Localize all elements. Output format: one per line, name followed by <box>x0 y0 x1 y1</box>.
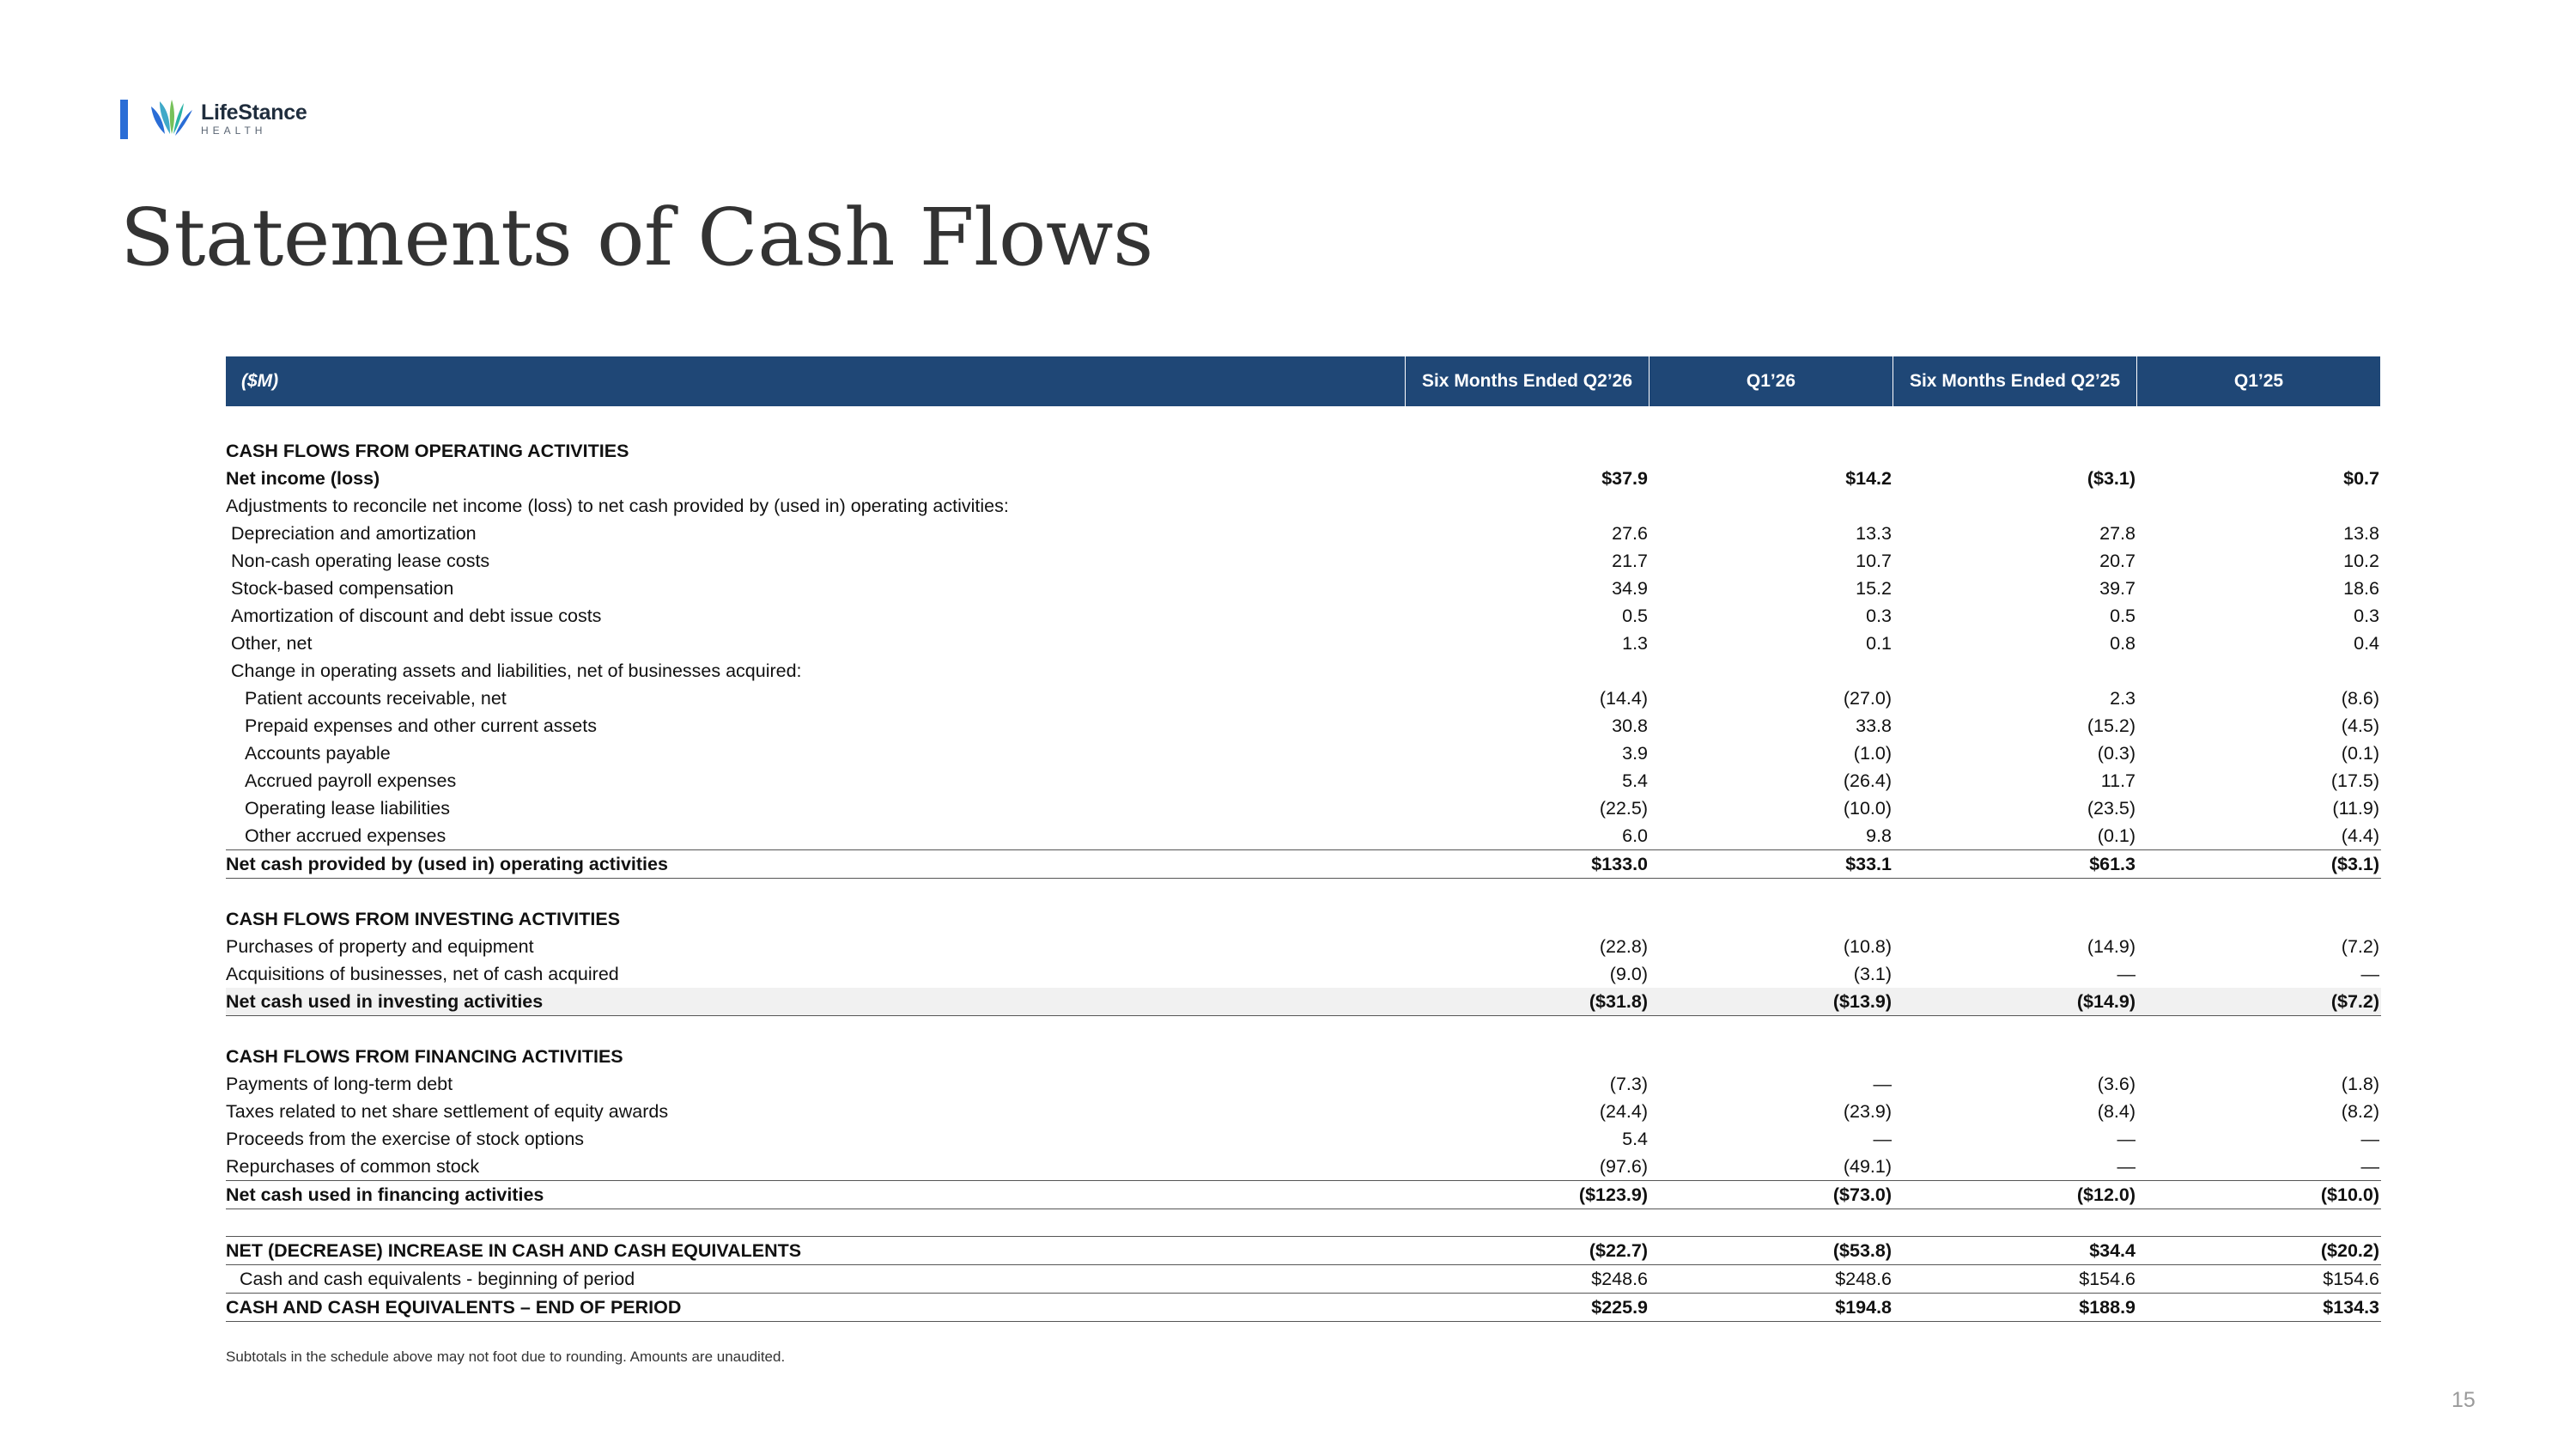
table-row <box>226 547 2381 575</box>
table-header <box>226 356 2381 406</box>
row-label: Accrued payroll expenses <box>245 770 457 791</box>
cell-value: (23.5) <box>2087 797 2136 819</box>
table-row <box>226 1098 2381 1125</box>
section-heading <box>226 905 2381 933</box>
cell-value: (24.4) <box>1599 1100 1648 1122</box>
cell-value: — <box>2117 963 2136 984</box>
cell-value: (22.5) <box>1599 797 1648 819</box>
table-row <box>226 630 2381 657</box>
cell-value: (0.1) <box>2341 742 2379 764</box>
cell-value: ($3.1) <box>2330 853 2379 874</box>
cell-value: (26.4) <box>1843 770 1892 791</box>
lifestance-logo <box>146 94 307 143</box>
cell-value: — <box>1873 1128 1892 1149</box>
cell-value: 18.6 <box>2343 577 2379 599</box>
row-label: Prepaid expenses and other current assets <box>245 715 597 736</box>
table-row <box>226 465 2381 492</box>
cell-value: $154.6 <box>2079 1268 2136 1289</box>
cell-value: (1.8) <box>2341 1073 2379 1094</box>
row-label: Patient accounts receivable, net <box>245 687 507 709</box>
section-heading <box>226 437 2381 465</box>
cell-value: 30.8 <box>1612 715 1648 736</box>
table-row <box>226 767 2381 795</box>
cell-value: $248.6 <box>1835 1268 1892 1289</box>
row-label: Repurchases of common stock <box>226 1155 480 1177</box>
cell-value: (15.2) <box>2087 715 2136 736</box>
table-row <box>226 740 2381 767</box>
row-label: CASH FLOWS FROM FINANCING ACTIVITIES <box>226 1045 623 1067</box>
logo-name: LifeStance <box>201 100 307 125</box>
row-label: Cash and cash equivalents - beginning of period <box>240 1268 635 1289</box>
cell-value: (4.5) <box>2341 715 2379 736</box>
cell-value: $61.3 <box>2089 853 2136 874</box>
row-label: Taxes related to net share settlement of equity awards <box>226 1100 669 1122</box>
cell-value: $188.9 <box>2079 1296 2136 1318</box>
table-row <box>226 520 2381 547</box>
cell-value: 15.2 <box>1856 577 1892 599</box>
cell-value: (8.6) <box>2341 687 2379 709</box>
cell-value: 27.8 <box>2099 522 2136 544</box>
cell-value: 10.7 <box>1856 550 1892 571</box>
cell-value: $0.7 <box>2343 467 2379 489</box>
cell-value: $33.1 <box>1845 853 1892 874</box>
cell-value: ($73.0) <box>1832 1184 1892 1205</box>
cell-value: 27.6 <box>1612 522 1648 544</box>
cell-value: $34.4 <box>2089 1239 2136 1261</box>
cell-value: (1.0) <box>1853 742 1892 764</box>
cell-value: ($31.8) <box>1589 990 1648 1012</box>
cell-value: 0.5 <box>1622 605 1648 626</box>
cell-value: $225.9 <box>1591 1296 1648 1318</box>
row-label: Net cash provided by (used in) operating activities <box>226 853 668 874</box>
cell-value: ($3.1) <box>2087 467 2136 489</box>
row-label: Other, net <box>231 632 313 654</box>
lifestance-logo-icon <box>146 94 196 143</box>
row-label: Other accrued expenses <box>245 825 447 846</box>
cell-value: (7.2) <box>2341 935 2379 957</box>
header-six-months-q2-25: Six Months Ended Q2’25 <box>1893 356 2136 406</box>
subtotal-row <box>226 849 2381 879</box>
row-label: Amortization of discount and debt issue costs <box>231 605 602 626</box>
table-row <box>226 1070 2381 1098</box>
table-row <box>226 657 2381 685</box>
cell-value: 0.5 <box>2110 605 2136 626</box>
net-change-row <box>226 1236 2381 1265</box>
row-label: Net cash used in financing activities <box>226 1184 544 1205</box>
table-row <box>226 1153 2381 1180</box>
cell-value: (22.8) <box>1599 935 1648 957</box>
header-units: ($M) <box>226 356 1405 406</box>
cell-value: ($22.7) <box>1589 1239 1648 1261</box>
row-label: NET (DECREASE) INCREASE IN CASH AND CASH EQUIVALENTS <box>226 1239 802 1261</box>
row-label: CASH FLOWS FROM INVESTING ACTIVITIES <box>226 908 621 929</box>
cell-value: 34.9 <box>1612 577 1648 599</box>
row-label: Non-cash operating lease costs <box>231 550 490 571</box>
cell-value: — <box>2360 1128 2379 1149</box>
table-row <box>226 712 2381 740</box>
cell-value: 1.3 <box>1622 632 1648 654</box>
cell-value: — <box>2117 1128 2136 1149</box>
cell-value: (8.2) <box>2341 1100 2379 1122</box>
row-label: Net income (loss) <box>226 467 380 489</box>
cell-value: (27.0) <box>1843 687 1892 709</box>
row-label: Payments of long-term debt <box>226 1073 453 1094</box>
cell-value: 0.4 <box>2354 632 2379 654</box>
cell-value: 6.0 <box>1622 825 1648 846</box>
table-row <box>226 795 2381 822</box>
cell-value: $248.6 <box>1591 1268 1648 1289</box>
cell-value: 2.3 <box>2110 687 2136 709</box>
cell-value: 10.2 <box>2343 550 2379 571</box>
cell-value: (10.8) <box>1843 935 1892 957</box>
row-label: CASH AND CASH EQUIVALENTS – END OF PERIOD <box>226 1296 682 1318</box>
table-row <box>226 1125 2381 1153</box>
cell-value: (4.4) <box>2341 825 2379 846</box>
row-label: Adjustments to reconcile net income (loss) to net cash provided by (used in) operating activities: <box>226 495 1009 516</box>
cell-value: (23.9) <box>1843 1100 1892 1122</box>
cash-flow-table <box>226 356 2381 1322</box>
subtotal-row <box>226 988 2381 1016</box>
cell-value: ($12.0) <box>2076 1184 2136 1205</box>
cell-value: ($123.9) <box>1578 1184 1648 1205</box>
row-label: Acquisitions of businesses, net of cash acquired <box>226 963 619 984</box>
cell-value: (0.3) <box>2097 742 2136 764</box>
table-row <box>226 1265 2381 1293</box>
header-q1-25: Q1’25 <box>2137 356 2380 406</box>
logo-subtitle: HEALTH <box>201 125 267 137</box>
row-label: Proceeds from the exercise of stock options <box>226 1128 585 1149</box>
section-heading <box>226 1043 2381 1070</box>
cell-value: (3.1) <box>1853 963 1892 984</box>
row-label: Change in operating assets and liabilities, net of businesses acquired: <box>231 660 802 681</box>
ending-cash-row <box>226 1293 2381 1322</box>
row-label: Depreciation and amortization <box>231 522 477 544</box>
cell-value: 11.7 <box>2100 770 2136 791</box>
cell-value: 13.8 <box>2343 522 2379 544</box>
cell-value: 5.4 <box>1622 1128 1648 1149</box>
cell-value: (14.4) <box>1599 687 1648 709</box>
cell-value: — <box>2117 1155 2136 1177</box>
cell-value: 0.8 <box>2110 632 2136 654</box>
cell-value: (11.9) <box>2332 797 2379 819</box>
table-row <box>226 602 2381 630</box>
cell-value: (14.9) <box>2087 935 2136 957</box>
cell-value: 39.7 <box>2099 577 2136 599</box>
cell-value: (9.0) <box>1609 963 1648 984</box>
table-row <box>226 933 2381 960</box>
cell-value: (8.4) <box>2097 1100 2136 1122</box>
table-row <box>226 822 2381 849</box>
cell-value: 0.1 <box>1866 632 1892 654</box>
footnote: Subtotals in the schedule above may not foot due to rounding. Amounts are unaudited. <box>226 1349 786 1365</box>
cell-value: — <box>2360 963 2379 984</box>
cell-value: 5.4 <box>1622 770 1648 791</box>
table-row <box>226 960 2381 988</box>
accent-bar <box>120 100 128 139</box>
row-label: Accounts payable <box>245 742 391 764</box>
cell-value: — <box>1873 1073 1892 1094</box>
cell-value: ($14.9) <box>2076 990 2136 1012</box>
page-title: Statements of Cash Flows <box>120 192 1153 283</box>
cell-value: 33.8 <box>1856 715 1892 736</box>
row-label: CASH FLOWS FROM OPERATING ACTIVITIES <box>226 440 629 461</box>
cell-value: ($20.2) <box>2320 1239 2379 1261</box>
cell-value: 20.7 <box>2099 550 2136 571</box>
header-six-months-q2-26: Six Months Ended Q2’26 <box>1406 356 1649 406</box>
cell-value: $37.9 <box>1601 467 1648 489</box>
cell-value: (97.6) <box>1599 1155 1648 1177</box>
cell-value: (49.1) <box>1843 1155 1892 1177</box>
page-number: 15 <box>2451 1388 2476 1412</box>
cell-value: 0.3 <box>2354 605 2379 626</box>
cell-value: ($13.9) <box>1832 990 1892 1012</box>
cell-value: (3.6) <box>2097 1073 2136 1094</box>
cell-value: (10.0) <box>1843 797 1892 819</box>
row-label: Stock-based compensation <box>231 577 454 599</box>
cell-value: ($10.0) <box>2320 1184 2379 1205</box>
cell-value: (0.1) <box>2097 825 2136 846</box>
cell-value: $194.8 <box>1835 1296 1892 1318</box>
table-row <box>226 685 2381 712</box>
table-row <box>226 575 2381 602</box>
cell-value: $134.3 <box>2323 1296 2379 1318</box>
cell-value: 3.9 <box>1622 742 1648 764</box>
row-label: Purchases of property and equipment <box>226 935 534 957</box>
row-label: Net cash used in investing activities <box>226 990 544 1012</box>
row-label: Operating lease liabilities <box>245 797 451 819</box>
cell-value: 0.3 <box>1866 605 1892 626</box>
cell-value: (7.3) <box>1609 1073 1648 1094</box>
cell-value: 13.3 <box>1856 522 1892 544</box>
cell-value: 9.8 <box>1866 825 1892 846</box>
header-q1-26: Q1’26 <box>1649 356 1893 406</box>
cell-value: (17.5) <box>2330 770 2379 791</box>
table-row <box>226 492 2381 520</box>
cell-value: $133.0 <box>1591 853 1648 874</box>
cell-value: ($7.2) <box>2330 990 2379 1012</box>
cell-value: ($53.8) <box>1832 1239 1892 1261</box>
cell-value: $154.6 <box>2323 1268 2379 1289</box>
subtotal-row <box>226 1180 2381 1209</box>
cell-value: $14.2 <box>1845 467 1892 489</box>
cell-value: — <box>2360 1155 2379 1177</box>
cell-value: 21.7 <box>1612 550 1648 571</box>
